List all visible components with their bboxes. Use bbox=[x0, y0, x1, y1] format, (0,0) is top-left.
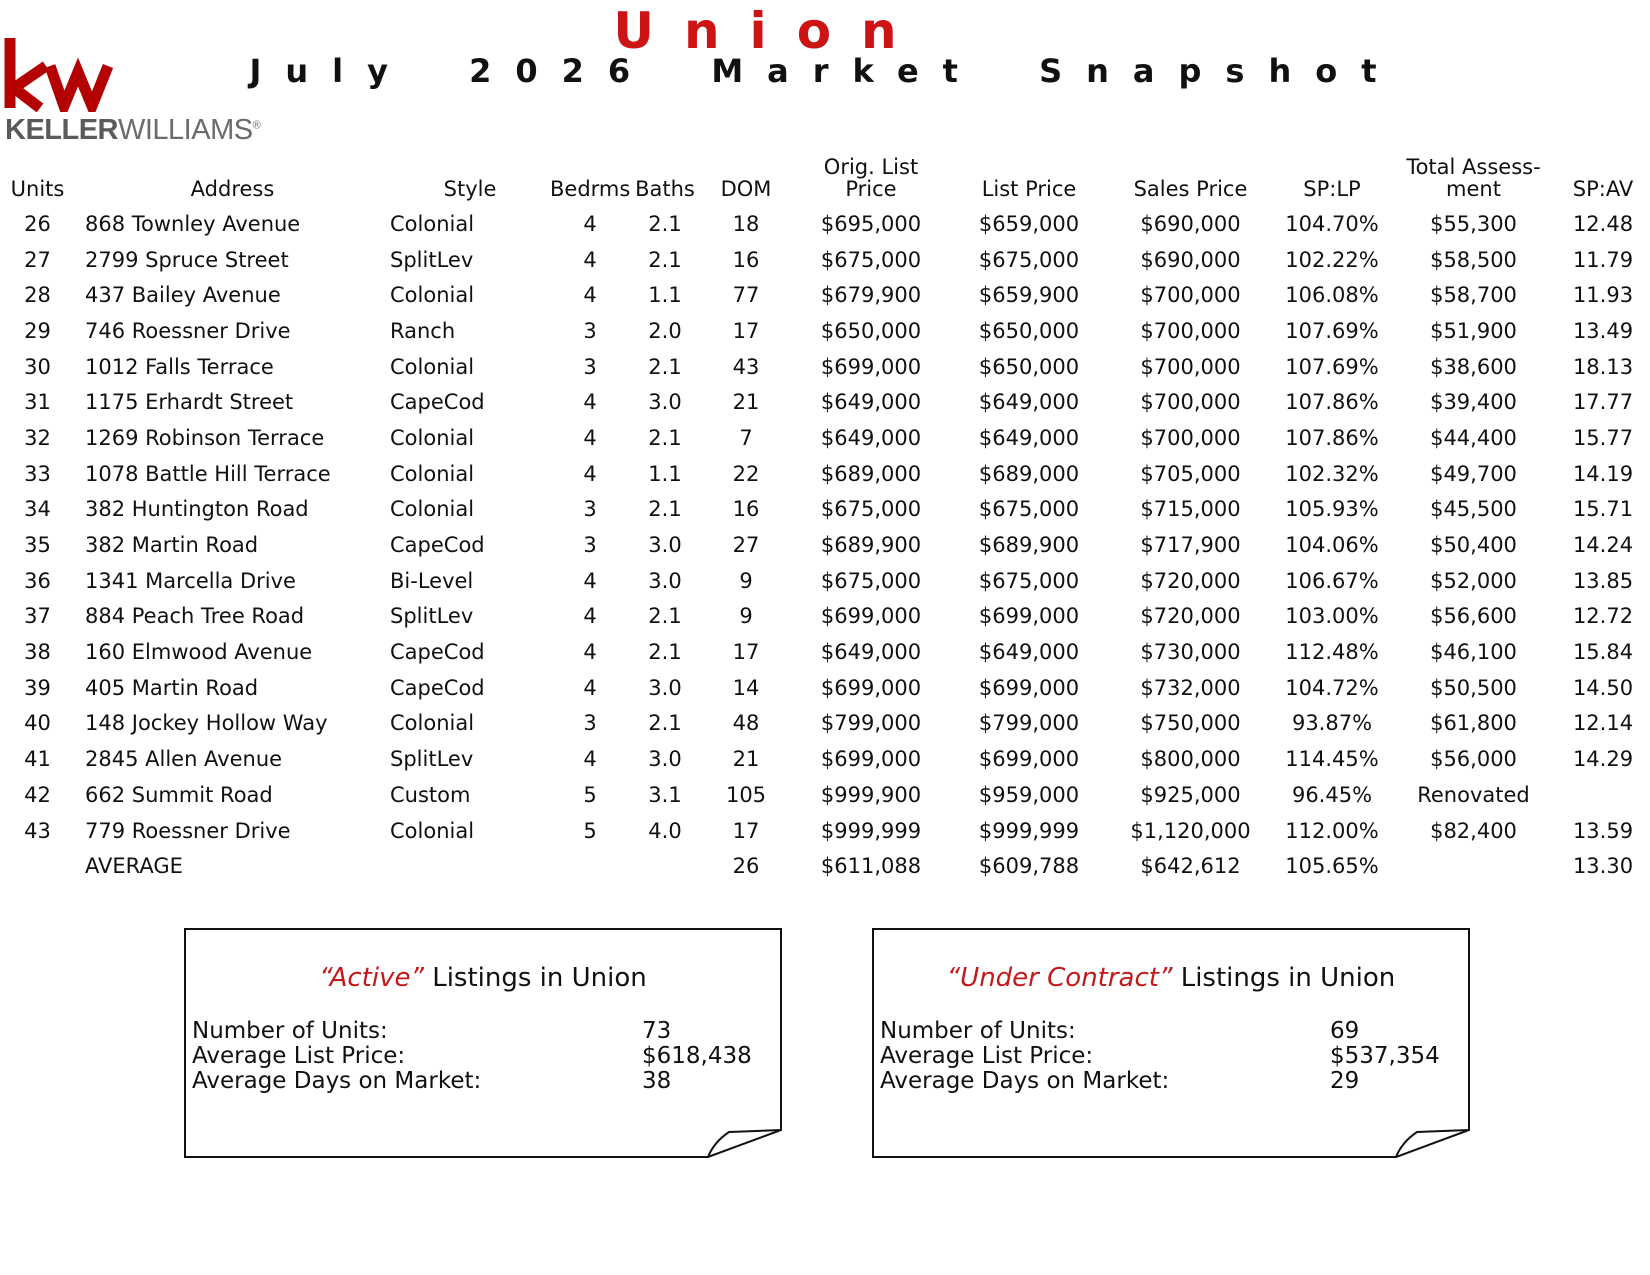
sp-lp-cell: 93.87% bbox=[1291, 711, 1373, 736]
bedrooms-cell: 5 bbox=[583, 782, 597, 807]
list-price-cell: $999,999 bbox=[978, 818, 1080, 843]
sp-lp-cell: 112.48% bbox=[1285, 640, 1379, 665]
baths-cell: 2.0 bbox=[648, 318, 682, 343]
orig-list-price-cell: $699,000 bbox=[820, 604, 922, 629]
sales-price-cell: $700,000 bbox=[1140, 390, 1241, 415]
table-row bbox=[0, 456, 1650, 492]
unit-cell: 34 bbox=[24, 497, 51, 522]
style-cell: Ranch bbox=[390, 318, 456, 343]
dom-cell: 48 bbox=[732, 711, 760, 736]
bedrooms-cell: 4 bbox=[583, 568, 597, 593]
assessment-cell: $49,700 bbox=[1430, 461, 1517, 486]
unit-cell: 31 bbox=[24, 390, 51, 415]
list-price-cell: $689,900 bbox=[978, 533, 1080, 558]
list-price-cell: $699,000 bbox=[978, 747, 1080, 772]
style-cell: CapeCod bbox=[390, 675, 485, 700]
sp-lp-cell: 107.86% bbox=[1285, 425, 1379, 450]
dom-cell: 21 bbox=[732, 747, 760, 772]
col-style: Style bbox=[443, 177, 497, 201]
average-sp-av: 13.30 bbox=[1572, 854, 1634, 879]
dom-cell: 77 bbox=[732, 283, 760, 308]
sold-listings-table bbox=[0, 150, 1650, 884]
average-row bbox=[0, 848, 1650, 884]
assessment-cell: $52,000 bbox=[1430, 568, 1517, 593]
dom-cell: 17 bbox=[732, 818, 760, 843]
orig-list-price-cell: $699,000 bbox=[820, 747, 922, 772]
list-price-cell: $659,900 bbox=[978, 283, 1080, 308]
sp-lp-cell: 106.67% bbox=[1285, 568, 1379, 593]
table-row bbox=[0, 813, 1650, 849]
average-sp-lp: 105.65% bbox=[1285, 854, 1379, 879]
sales-price-cell: $750,000 bbox=[1140, 711, 1241, 736]
sp-lp-cell: 107.86% bbox=[1285, 390, 1379, 415]
sales-price-cell: $700,000 bbox=[1140, 283, 1241, 308]
assessment-cell: $56,000 bbox=[1430, 747, 1517, 772]
bedrooms-cell: 3 bbox=[583, 711, 597, 736]
table-row bbox=[0, 670, 1650, 706]
contract-units-label: Number of Units: bbox=[880, 1018, 1076, 1044]
dom-cell: 16 bbox=[732, 497, 760, 522]
orig-list-price-cell: $689,000 bbox=[820, 461, 922, 486]
col-total-assessment: Total Assess- ment bbox=[1406, 155, 1541, 201]
baths-cell: 3.0 bbox=[648, 390, 682, 415]
style-cell: SplitLev bbox=[390, 604, 474, 629]
col-orig-list-price: Orig. List Price bbox=[823, 155, 919, 201]
unit-cell: 37 bbox=[24, 604, 51, 629]
sp-av-cell: 15.77 bbox=[1572, 425, 1634, 450]
baths-cell: 2.1 bbox=[648, 640, 682, 665]
address-cell: 382 Martin Road bbox=[85, 533, 259, 558]
page-subtitle: July 2026 Market Snapshot bbox=[249, 52, 1401, 90]
style-cell: SplitLev bbox=[390, 747, 474, 772]
address-cell: 148 Jockey Hollow Way bbox=[85, 711, 328, 736]
bedrooms-cell: 4 bbox=[583, 461, 597, 486]
baths-cell: 3.0 bbox=[648, 675, 682, 700]
unit-cell: 30 bbox=[24, 354, 51, 379]
dom-cell: 17 bbox=[732, 640, 760, 665]
baths-cell: 1.1 bbox=[648, 461, 682, 486]
baths-cell: 2.1 bbox=[648, 247, 682, 272]
sales-price-cell: $925,000 bbox=[1140, 782, 1241, 807]
active-card-title: “Active” Listings in Union bbox=[319, 963, 647, 993]
orig-list-price-cell: $650,000 bbox=[820, 318, 922, 343]
sales-price-cell: $1,120,000 bbox=[1130, 818, 1251, 843]
bedrooms-cell: 4 bbox=[583, 211, 597, 236]
style-cell: Colonial bbox=[390, 497, 475, 522]
sp-lp-cell: 104.06% bbox=[1285, 533, 1379, 558]
table-header-row bbox=[0, 150, 1650, 206]
baths-cell: 2.1 bbox=[648, 711, 682, 736]
contract-units-value: 69 bbox=[1330, 1018, 1360, 1044]
assessment-cell: $50,500 bbox=[1430, 675, 1517, 700]
unit-cell: 32 bbox=[24, 425, 51, 450]
style-cell: CapeCod bbox=[390, 533, 485, 558]
style-cell: Bi-Level bbox=[390, 568, 474, 593]
sales-price-cell: $720,000 bbox=[1140, 568, 1241, 593]
contract-price-value: $537,354 bbox=[1330, 1043, 1440, 1069]
dom-cell: 105 bbox=[725, 782, 767, 807]
address-cell: 437 Bailey Avenue bbox=[85, 283, 281, 308]
unit-cell: 38 bbox=[24, 640, 51, 665]
sp-lp-cell: 105.93% bbox=[1285, 497, 1379, 522]
baths-cell: 2.1 bbox=[648, 211, 682, 236]
orig-list-price-cell: $689,900 bbox=[820, 533, 922, 558]
sales-price-cell: $690,000 bbox=[1140, 211, 1241, 236]
address-cell: 2799 Spruce Street bbox=[85, 247, 289, 272]
list-price-cell: $675,000 bbox=[978, 247, 1080, 272]
active-dom-label: Average Days on Market: bbox=[192, 1068, 482, 1094]
col-sales-price: Sales Price bbox=[1133, 177, 1248, 201]
bedrooms-cell: 4 bbox=[583, 747, 597, 772]
average-label: AVERAGE bbox=[85, 854, 183, 879]
assessment-cell: $39,400 bbox=[1430, 390, 1517, 415]
baths-cell: 2.1 bbox=[648, 497, 682, 522]
bedrooms-cell: 3 bbox=[583, 318, 597, 343]
sales-price-cell: $700,000 bbox=[1140, 354, 1241, 379]
orig-list-price-cell: $999,900 bbox=[820, 782, 922, 807]
dom-cell: 18 bbox=[732, 211, 760, 236]
bedrooms-cell: 4 bbox=[583, 425, 597, 450]
list-price-cell: $689,000 bbox=[978, 461, 1080, 486]
active-price-label: Average List Price: bbox=[192, 1043, 406, 1069]
contract-dom-value: 29 bbox=[1330, 1068, 1360, 1094]
list-price-cell: $649,000 bbox=[978, 425, 1080, 450]
sales-price-cell: $800,000 bbox=[1140, 747, 1241, 772]
dom-cell: 7 bbox=[739, 425, 753, 450]
unit-cell: 42 bbox=[24, 782, 51, 807]
assessment-cell: $44,400 bbox=[1430, 425, 1517, 450]
baths-cell: 3.0 bbox=[648, 568, 682, 593]
assessment-cell: $38,600 bbox=[1430, 354, 1517, 379]
address-cell: 1012 Falls Terrace bbox=[85, 354, 274, 379]
average-list-price: $609,788 bbox=[978, 854, 1080, 879]
assessment-cell: $56,600 bbox=[1430, 604, 1517, 629]
orig-list-price-cell: $699,000 bbox=[820, 675, 922, 700]
sp-lp-cell: 102.22% bbox=[1285, 247, 1379, 272]
bedrooms-cell: 3 bbox=[583, 497, 597, 522]
sp-lp-cell: 106.08% bbox=[1285, 283, 1379, 308]
baths-cell: 4.0 bbox=[648, 818, 682, 843]
list-price-cell: $699,000 bbox=[978, 675, 1080, 700]
dom-cell: 16 bbox=[732, 247, 760, 272]
unit-cell: 41 bbox=[24, 747, 51, 772]
unit-cell: 27 bbox=[24, 247, 51, 272]
style-cell: Colonial bbox=[390, 354, 475, 379]
table-row bbox=[0, 599, 1650, 635]
sp-lp-cell: 107.69% bbox=[1285, 354, 1379, 379]
list-price-cell: $699,000 bbox=[978, 604, 1080, 629]
list-price-cell: $650,000 bbox=[978, 354, 1080, 379]
style-cell: Colonial bbox=[390, 283, 475, 308]
baths-cell: 2.1 bbox=[648, 354, 682, 379]
address-cell: 1175 Erhardt Street bbox=[85, 390, 294, 415]
address-cell: 1269 Robinson Terrace bbox=[85, 425, 325, 450]
contract-price-label: Average List Price: bbox=[880, 1043, 1094, 1069]
unit-cell: 40 bbox=[24, 711, 51, 736]
unit-cell: 28 bbox=[24, 283, 51, 308]
assessment-cell: $82,400 bbox=[1430, 818, 1517, 843]
address-cell: 405 Martin Road bbox=[85, 675, 259, 700]
unit-cell: 39 bbox=[24, 675, 51, 700]
sp-av-cell: 11.79 bbox=[1572, 247, 1634, 272]
sp-av-cell: 17.77 bbox=[1572, 390, 1634, 415]
list-price-cell: $959,000 bbox=[978, 782, 1080, 807]
table-row bbox=[0, 492, 1650, 528]
list-price-cell: $799,000 bbox=[978, 711, 1080, 736]
address-cell: 884 Peach Tree Road bbox=[85, 604, 305, 629]
orig-list-price-cell: $695,000 bbox=[820, 211, 922, 236]
table-row bbox=[0, 634, 1650, 670]
unit-cell: 26 bbox=[24, 211, 51, 236]
assessment-cell: $46,100 bbox=[1430, 640, 1517, 665]
style-cell: Custom bbox=[390, 782, 471, 807]
col-address: Address bbox=[190, 177, 275, 201]
sp-av-cell: 12.72 bbox=[1572, 604, 1634, 629]
col-list-price: List Price bbox=[981, 177, 1077, 201]
baths-cell: 3.0 bbox=[648, 533, 682, 558]
style-cell: Colonial bbox=[390, 818, 475, 843]
style-cell: SplitLev bbox=[390, 247, 474, 272]
table-row bbox=[0, 313, 1650, 349]
assessment-cell: $55,300 bbox=[1430, 211, 1517, 236]
list-price-cell: $650,000 bbox=[978, 318, 1080, 343]
col-baths: Baths bbox=[635, 177, 695, 201]
sales-price-cell: $717,900 bbox=[1140, 533, 1241, 558]
table-row bbox=[0, 277, 1650, 313]
sales-price-cell: $690,000 bbox=[1140, 247, 1241, 272]
sales-price-cell: $700,000 bbox=[1140, 318, 1241, 343]
sales-price-cell: $720,000 bbox=[1140, 604, 1241, 629]
logo-wordmark: KELLERWILLIAMS® bbox=[5, 114, 261, 146]
sp-av-cell: 15.71 bbox=[1572, 497, 1634, 522]
address-cell: 746 Roessner Drive bbox=[85, 318, 291, 343]
orig-list-price-cell: $649,000 bbox=[820, 425, 922, 450]
col-dom: DOM bbox=[720, 177, 772, 201]
sp-lp-cell: 96.45% bbox=[1291, 782, 1373, 807]
list-price-cell: $675,000 bbox=[978, 568, 1080, 593]
assessment-cell: $58,700 bbox=[1430, 283, 1517, 308]
sp-lp-cell: 107.69% bbox=[1285, 318, 1379, 343]
sales-price-cell: $715,000 bbox=[1140, 497, 1241, 522]
page-title: Union bbox=[613, 2, 927, 60]
unit-cell: 29 bbox=[24, 318, 51, 343]
assessment-cell: $61,800 bbox=[1430, 711, 1517, 736]
style-cell: Colonial bbox=[390, 711, 475, 736]
orig-list-price-cell: $675,000 bbox=[820, 247, 922, 272]
sp-av-cell: 14.24 bbox=[1572, 533, 1634, 558]
under-contract-listings-card bbox=[872, 928, 1470, 1156]
baths-cell: 3.0 bbox=[648, 747, 682, 772]
dom-cell: 14 bbox=[732, 675, 760, 700]
average-dom: 26 bbox=[732, 854, 760, 879]
table-row bbox=[0, 206, 1650, 242]
active-price-value: $618,438 bbox=[642, 1043, 752, 1069]
table-row bbox=[0, 420, 1650, 456]
table-row bbox=[0, 242, 1650, 278]
style-cell: Colonial bbox=[390, 461, 475, 486]
baths-cell: 3.1 bbox=[648, 782, 682, 807]
bedrooms-cell: 4 bbox=[583, 675, 597, 700]
assessment-cell: $58,500 bbox=[1430, 247, 1517, 272]
dom-cell: 27 bbox=[732, 533, 760, 558]
unit-cell: 35 bbox=[24, 533, 51, 558]
table-row bbox=[0, 563, 1650, 599]
dom-cell: 17 bbox=[732, 318, 760, 343]
col-sp-lp: SP:LP bbox=[1303, 177, 1361, 201]
sp-av-cell: 11.93 bbox=[1572, 283, 1634, 308]
address-cell: 1341 Marcella Drive bbox=[85, 568, 296, 593]
sales-price-cell: $705,000 bbox=[1140, 461, 1241, 486]
bedrooms-cell: 3 bbox=[583, 533, 597, 558]
sp-lp-cell: 102.32% bbox=[1285, 461, 1379, 486]
table-row bbox=[0, 706, 1650, 742]
col-bedrms: Bedrms bbox=[550, 177, 631, 201]
dom-cell: 43 bbox=[732, 354, 760, 379]
orig-list-price-cell: $649,000 bbox=[820, 390, 922, 415]
unit-cell: 43 bbox=[24, 818, 51, 843]
list-price-cell: $649,000 bbox=[978, 390, 1080, 415]
sp-av-cell: 14.29 bbox=[1572, 747, 1634, 772]
table-row bbox=[0, 741, 1650, 777]
dom-cell: 9 bbox=[739, 604, 753, 629]
assessment-cell: $51,900 bbox=[1430, 318, 1517, 343]
dom-cell: 9 bbox=[739, 568, 753, 593]
orig-list-price-cell: $649,000 bbox=[820, 640, 922, 665]
address-cell: 779 Roessner Drive bbox=[85, 818, 291, 843]
assessment-cell: $50,400 bbox=[1430, 533, 1517, 558]
dom-cell: 21 bbox=[732, 390, 760, 415]
address-cell: 160 Elmwood Avenue bbox=[85, 640, 313, 665]
col-sp-av: SP:AV bbox=[1572, 177, 1634, 201]
bedrooms-cell: 5 bbox=[583, 818, 597, 843]
bedrooms-cell: 4 bbox=[583, 247, 597, 272]
unit-cell: 33 bbox=[24, 461, 51, 486]
sales-price-cell: $730,000 bbox=[1140, 640, 1241, 665]
orig-list-price-cell: $675,000 bbox=[820, 568, 922, 593]
baths-cell: 2.1 bbox=[648, 425, 682, 450]
table-row bbox=[0, 349, 1650, 385]
address-cell: 662 Summit Road bbox=[85, 782, 273, 807]
col-units: Units bbox=[10, 177, 65, 201]
style-cell: Colonial bbox=[390, 425, 475, 450]
sp-av-cell: 12.48 bbox=[1572, 211, 1634, 236]
baths-cell: 1.1 bbox=[648, 283, 682, 308]
active-dom-value: 38 bbox=[642, 1068, 672, 1094]
sales-price-cell: $732,000 bbox=[1140, 675, 1241, 700]
orig-list-price-cell: $679,900 bbox=[820, 283, 922, 308]
assessment-cell: $45,500 bbox=[1430, 497, 1517, 522]
sp-av-cell: 14.50 bbox=[1572, 675, 1634, 700]
average-sales-price: $642,612 bbox=[1140, 854, 1241, 879]
active-units-label: Number of Units: bbox=[192, 1018, 388, 1044]
sp-lp-cell: 104.70% bbox=[1285, 211, 1379, 236]
orig-list-price-cell: $999,999 bbox=[820, 818, 922, 843]
address-cell: 868 Townley Avenue bbox=[85, 211, 301, 236]
table-row bbox=[0, 527, 1650, 563]
sp-lp-cell: 112.00% bbox=[1285, 818, 1379, 843]
address-cell: 382 Huntington Road bbox=[85, 497, 309, 522]
sp-av-cell: 13.49 bbox=[1572, 318, 1634, 343]
table-row bbox=[0, 777, 1650, 813]
dom-cell: 22 bbox=[732, 461, 760, 486]
sp-av-cell: 12.14 bbox=[1572, 711, 1634, 736]
sp-av-cell: 13.59 bbox=[1572, 818, 1634, 843]
contract-card-title: “Under Contract” Listings in Union bbox=[946, 963, 1396, 993]
active-units-value: 73 bbox=[642, 1018, 672, 1044]
sp-av-cell: 13.85 bbox=[1572, 568, 1634, 593]
sales-price-cell: $700,000 bbox=[1140, 425, 1241, 450]
orig-list-price-cell: $675,000 bbox=[820, 497, 922, 522]
sp-lp-cell: 114.45% bbox=[1285, 747, 1379, 772]
sp-av-cell: 18.13 bbox=[1572, 354, 1634, 379]
style-cell: Colonial bbox=[390, 211, 475, 236]
list-price-cell: $649,000 bbox=[978, 640, 1080, 665]
sp-av-cell bbox=[1556, 777, 1650, 813]
average-orig-price: $611,088 bbox=[820, 854, 922, 879]
sp-lp-cell: 104.72% bbox=[1285, 675, 1379, 700]
bedrooms-cell: 4 bbox=[583, 283, 597, 308]
orig-list-price-cell: $799,000 bbox=[820, 711, 922, 736]
bedrooms-cell: 4 bbox=[583, 604, 597, 629]
orig-list-price-cell: $699,000 bbox=[820, 354, 922, 379]
bedrooms-cell: 4 bbox=[583, 640, 597, 665]
list-price-cell: $659,000 bbox=[978, 211, 1080, 236]
address-cell: 2845 Allen Avenue bbox=[85, 747, 283, 772]
list-price-cell: $675,000 bbox=[978, 497, 1080, 522]
unit-cell: 36 bbox=[24, 568, 51, 593]
table-row bbox=[0, 384, 1650, 420]
active-listings-card bbox=[184, 928, 782, 1156]
style-cell: CapeCod bbox=[390, 640, 485, 665]
contract-dom-label: Average Days on Market: bbox=[880, 1068, 1170, 1094]
style-cell: CapeCod bbox=[390, 390, 485, 415]
sp-av-cell: 15.84 bbox=[1572, 640, 1634, 665]
address-cell: 1078 Battle Hill Terrace bbox=[85, 461, 331, 486]
bedrooms-cell: 4 bbox=[583, 390, 597, 415]
sp-lp-cell: 103.00% bbox=[1285, 604, 1379, 629]
sp-av-cell: 14.19 bbox=[1572, 461, 1634, 486]
assessment-cell: Renovated bbox=[1417, 782, 1530, 807]
bedrooms-cell: 3 bbox=[583, 354, 597, 379]
baths-cell: 2.1 bbox=[648, 604, 682, 629]
